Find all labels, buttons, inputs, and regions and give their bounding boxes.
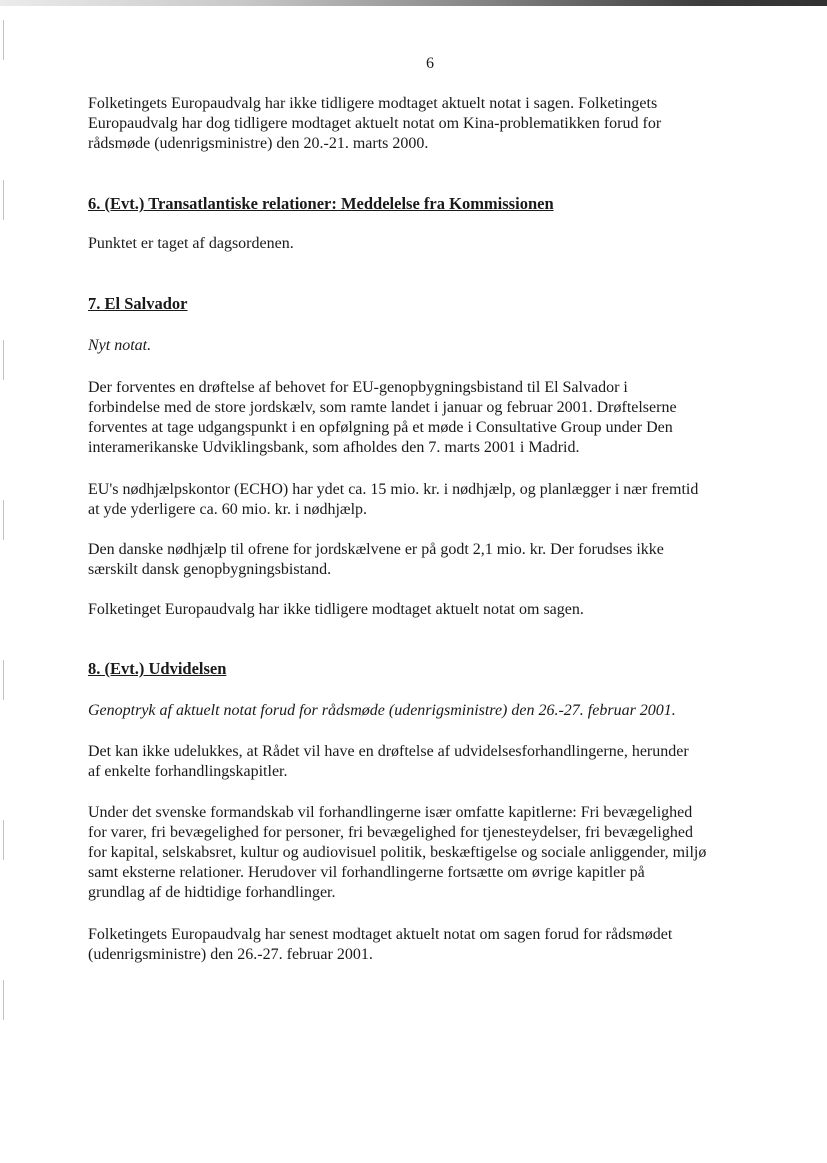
intro-paragraph	[88, 94, 778, 154]
text-line: Det kan ikke udelukkes, at Rådet vil have en drøftelse af udvidelsesforhandlingerne, herunder	[88, 743, 689, 760]
text-line: Den danske nødhjælp til ofrene for jordskælvene er på godt 2,1 mio. kr. Der forudses ikke	[88, 541, 664, 558]
section-7-paragraph-1	[88, 378, 778, 458]
section-6-body: Punktet er taget af dagsordenen.	[88, 235, 294, 252]
section-8-paragraph-2	[88, 803, 778, 903]
section-7-paragraph-2	[88, 480, 778, 520]
scan-edge-top	[0, 0, 827, 6]
text-line: Folketingets Europaudvalg har ikke tidligere modtaget aktuelt notat i sagen. Folketingets	[88, 95, 658, 112]
section-7-paragraph-4: Folketinget Europaudvalg har ikke tidligere modtaget aktuelt notat om sagen.	[88, 601, 584, 618]
text-line: Europaudvalg har dog tidligere modtaget aktuelt notat om Kina-problematikken forud for	[88, 115, 662, 132]
section-7-paragraph-3	[88, 540, 778, 580]
text-line: forventes at tage udgangspunkt i en opfølgning på et møde i Consultative Group under Den	[88, 419, 673, 436]
section-6-heading: 6. (Evt.) Transatlantiske relationer: Meddelelse fra Kommissionen	[88, 194, 554, 213]
page-number: 6	[426, 55, 434, 72]
text-line: Under det svenske formandskab vil forhandlingerne især omfatte kapitlerne: Fri bevægelighed	[88, 804, 693, 821]
section-8-note: Genoptryk af aktuelt notat forud for rådsmøde (udenrigsministre) den 26.-27. februar 2001.	[88, 702, 676, 719]
text-line: grundlag af de hidtidige forhandlinger.	[88, 884, 336, 901]
text-line: for kapital, selskabsret, kultur og audiovisuel politik, beskæftigelse og sociale anliggender, miljø	[88, 844, 707, 861]
text-line: forbindelse med de store jordskælv, som ramte landet i januar og februar 2001. Drøftelserne	[88, 399, 677, 416]
text-line: for varer, fri bevægelighed for personer, fri bevægelighed for tjenesteydelser, fri bevægelighed	[88, 824, 693, 841]
section-7-note: Nyt notat.	[88, 337, 152, 354]
text-line: særskilt dansk genopbygningsbistand.	[88, 561, 332, 578]
text-line: interamerikanske Udviklingsbank, som afholdes den 7. marts 2001 i Madrid.	[88, 439, 580, 456]
text-line: samt eksterne relationer. Herudover vil forhandlingerne fortsætte om øvrige kapitler på	[88, 864, 645, 881]
scan-edge-left	[3, 20, 4, 1140]
text-line: Der forventes en drøftelse af behovet for EU-genopbygningsbistand til El Salvador i	[88, 379, 628, 396]
section-8-paragraph-3	[88, 925, 778, 965]
text-line: Folketingets Europaudvalg har senest modtaget aktuelt notat om sagen forud for rådsmødet	[88, 926, 673, 943]
text-line: (udenrigsministre) den 26.-27. februar 2001.	[88, 946, 373, 963]
text-line: EU's nødhjælpskontor (ECHO) har ydet ca. 15 mio. kr. i nødhjælp, og planlægger i nær fremtid	[88, 481, 699, 498]
section-8-heading: 8. (Evt.) Udvidelsen	[88, 659, 227, 678]
text-line: at yde yderligere ca. 60 mio. kr. i nødhjælp.	[88, 501, 368, 518]
section-7-heading: 7. El Salvador	[88, 294, 188, 313]
text-line: af enkelte forhandlingskapitler.	[88, 763, 288, 780]
text-line: rådsmøde (udenrigsministre) den 20.-21. marts 2000.	[88, 135, 429, 152]
section-8-paragraph-1	[88, 742, 778, 782]
